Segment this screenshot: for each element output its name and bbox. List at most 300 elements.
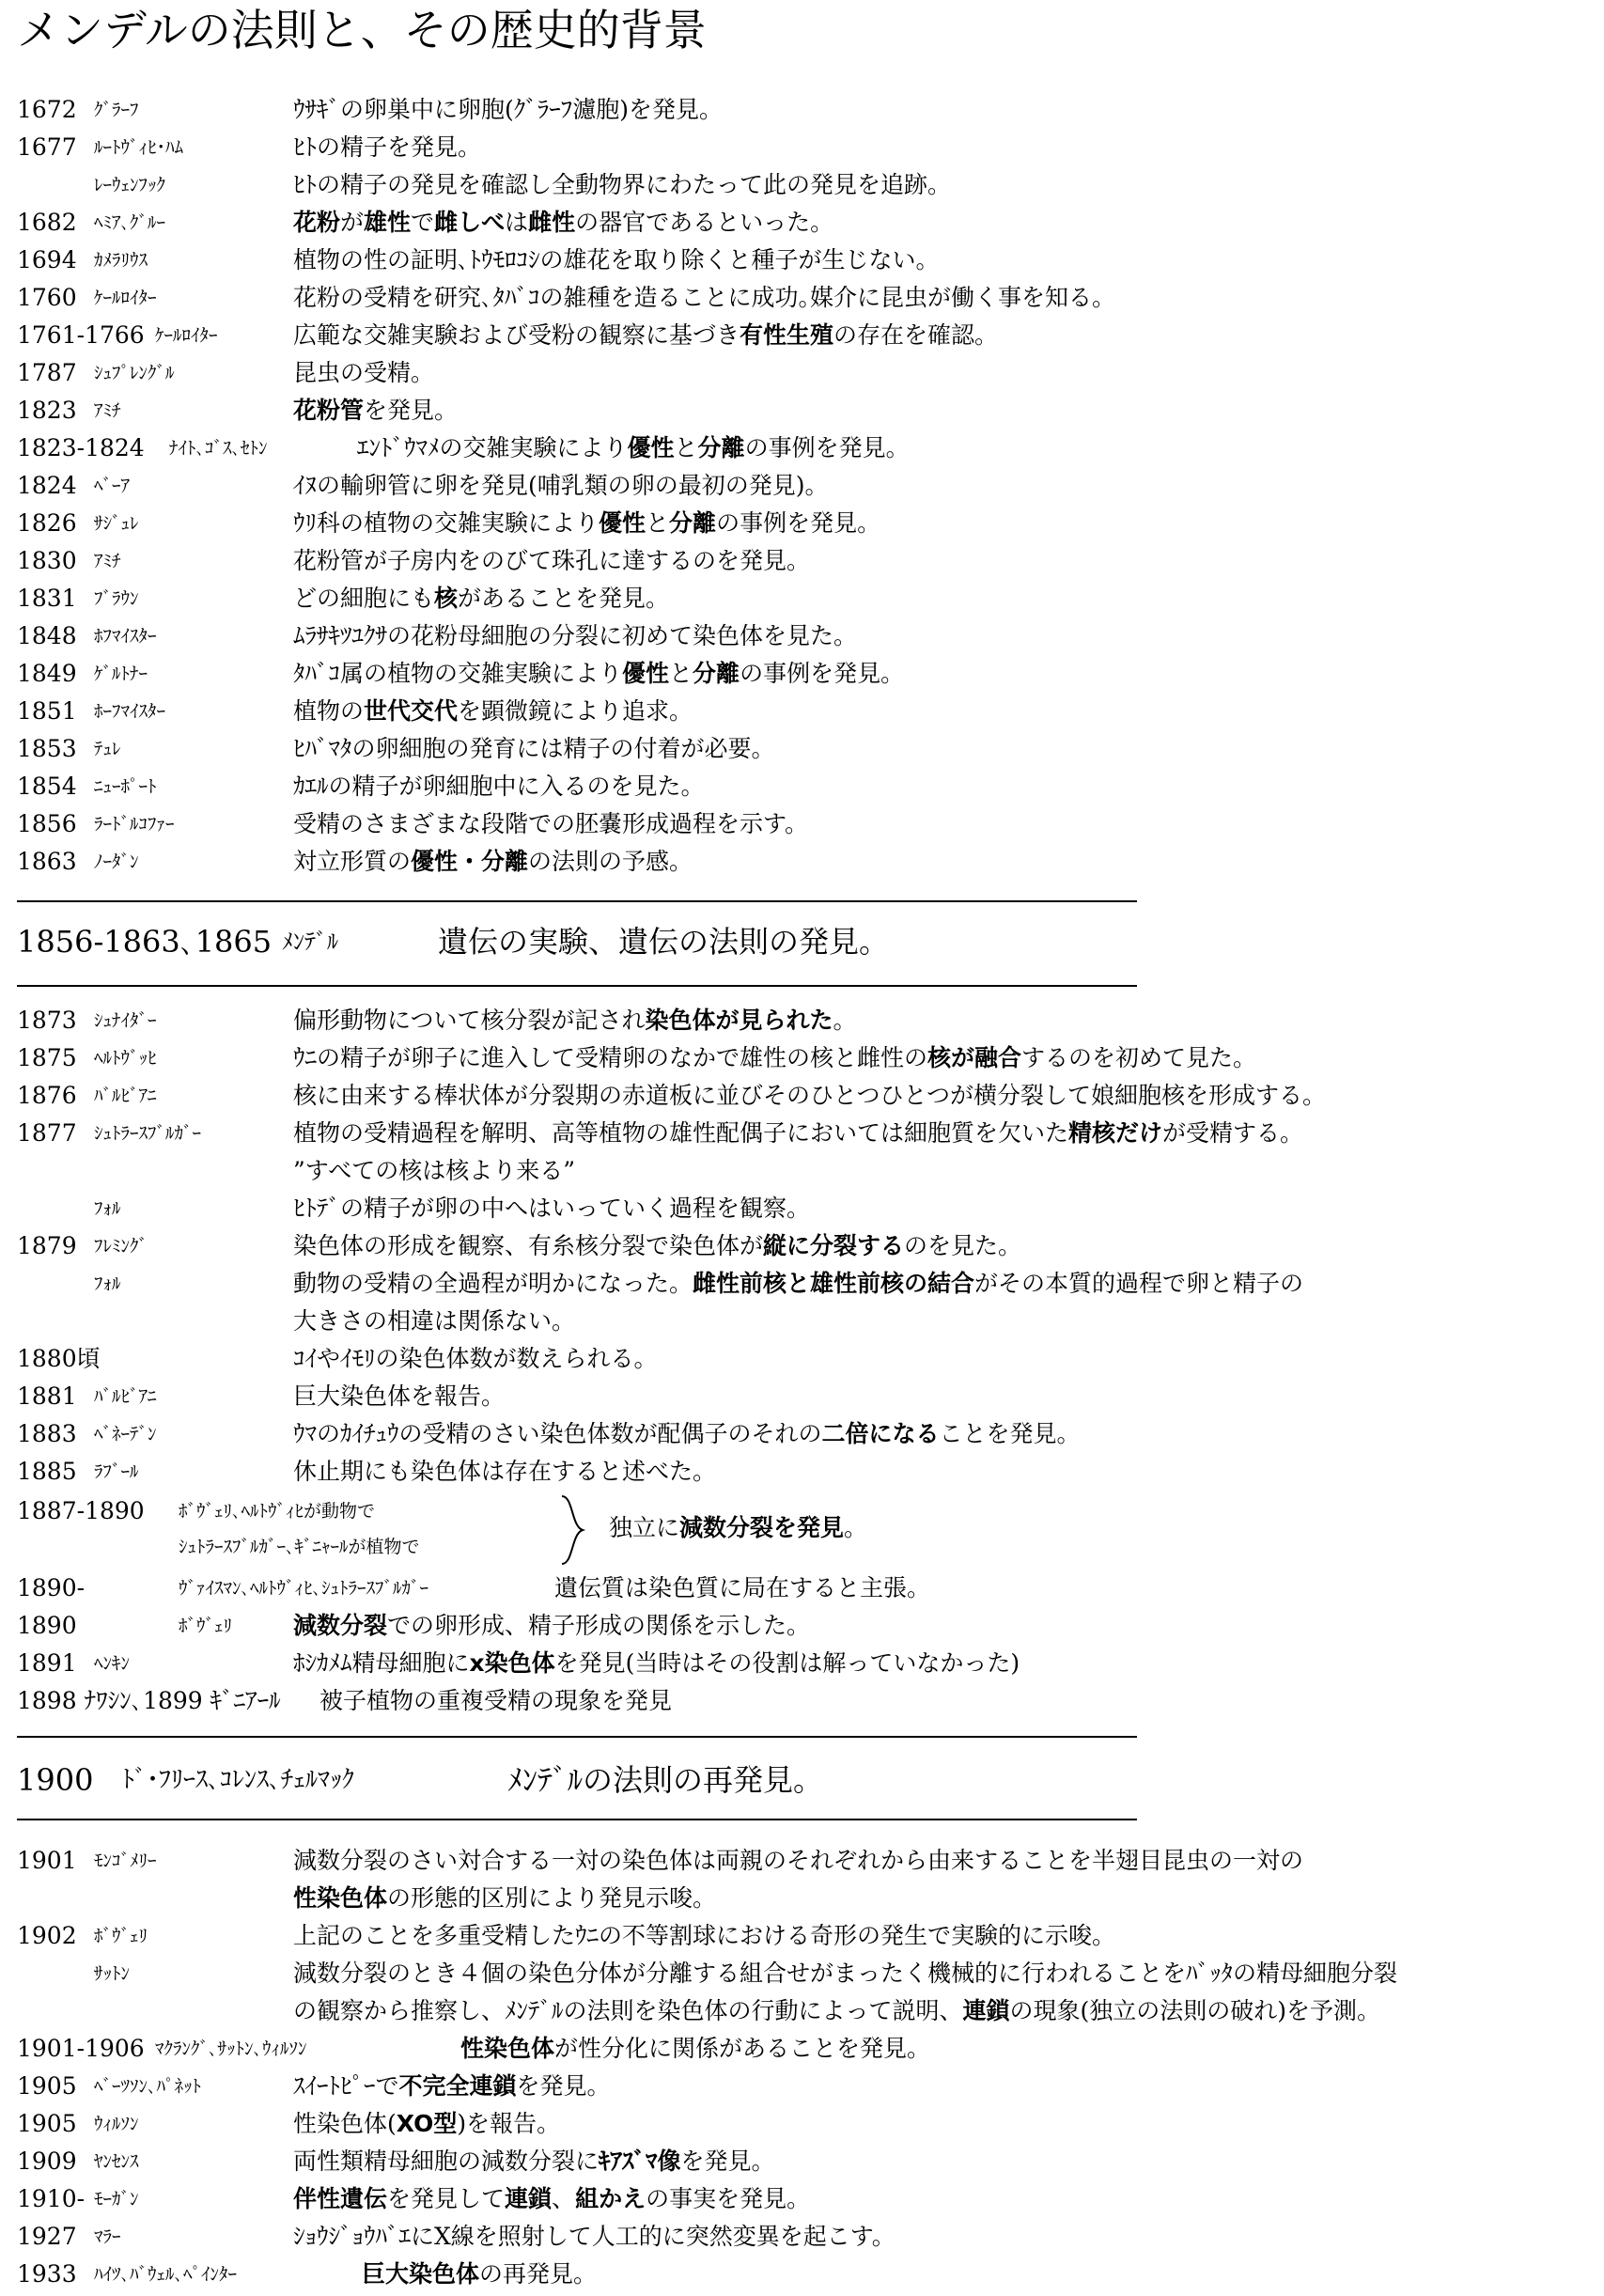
entry-year: 1677	[17, 133, 77, 161]
entry-description	[357, 430, 910, 467]
timeline-entry	[0, 1039, 1604, 1077]
rediscovery-year: 1900	[17, 1762, 94, 1798]
entry-description	[293, 242, 940, 279]
entry-scientist: ｹｰﾙﾛｲﾀｰ	[155, 325, 218, 346]
timeline-entry	[0, 1340, 1604, 1378]
timeline-entry	[0, 1880, 1604, 1917]
entry-scientist: ﾆｭｰﾎﾟｰﾄ	[94, 776, 157, 797]
timeline-entry	[0, 1607, 1604, 1645]
text-run: 大きさの相違は関係ない。	[293, 1307, 576, 1335]
text-run: と	[674, 434, 698, 461]
entry-year: 1826	[17, 509, 77, 537]
text-run: 植物の受精過程を解明、高等植物の雄性配偶子においては細胞質を欠いた	[293, 1119, 1069, 1147]
text-run: が受精する。	[1162, 1119, 1304, 1147]
divider	[17, 900, 1137, 902]
entry-scientist: ﾍﾞﾈｰﾃﾞﾝ	[94, 1424, 157, 1445]
text-run: 遺伝質は染色質に局在すると主張。	[554, 1574, 931, 1601]
entry-description	[293, 2068, 611, 2105]
timeline-entry	[0, 1842, 1604, 1880]
timeline-entry	[0, 693, 1604, 730]
timeline-entry	[0, 580, 1604, 617]
timeline-entry	[0, 2256, 1604, 2293]
text-run: の法則の予感。	[528, 848, 693, 875]
entry-scientist: ｳﾞｧｲｽﾏﾝ､ﾍﾙﾄｳﾞｨﾋ､ｼｭﾄﾗｰｽﾌﾞﾙｶﾞｰ	[179, 1578, 429, 1599]
timeline-entry	[0, 279, 1604, 317]
entry-year: 1891	[17, 1649, 77, 1677]
text-run: ｲﾇの輸卵管に卵を発見(哺乳類の卵の最初の発見)。	[293, 472, 829, 499]
entry-year: 1823-1824	[17, 434, 145, 461]
timeline-entry	[0, 1002, 1604, 1039]
text-run: が性分化に関係があることを発見。	[554, 2035, 931, 2062]
timeline-entry	[0, 166, 1604, 204]
entry-description	[293, 1453, 716, 1491]
text-run: 両性類精母細胞の減数分裂に	[293, 2148, 600, 2175]
mendel-row	[0, 916, 1604, 967]
entry-year: 1898 ﾅﾜｼﾝ､1899 ｷﾞﾆｱｰﾙ	[17, 1687, 281, 1714]
entry-description	[293, 354, 434, 392]
text-run: ﾋﾄの精子を発見。	[293, 133, 482, 161]
text-run: 染色体の形成を観察、有糸核分裂で染色体が	[293, 1232, 764, 1259]
entry-year: 1890-	[17, 1574, 86, 1601]
timeline-entry	[0, 1917, 1604, 1955]
emphasis-term: 伴性遺伝	[293, 2185, 388, 2212]
entry-year: 1933	[17, 2260, 77, 2288]
entry-year: 1787	[17, 359, 77, 386]
text-run: の事実を発見。	[646, 2185, 811, 2212]
divider	[17, 985, 1137, 987]
timeline-entry	[0, 204, 1604, 242]
text-run: ”すべての核は核より来る”	[293, 1157, 576, 1184]
entry-description	[293, 1645, 1020, 1682]
entry-year: 1854	[17, 773, 77, 800]
timeline-entry	[0, 617, 1604, 655]
text-run: 動物の受精の全過程が明かになった。	[293, 1270, 693, 1297]
entry-description	[293, 1303, 575, 1340]
entry-description	[293, 129, 481, 166]
entry-year: 1927	[17, 2223, 77, 2250]
timeline-entry	[0, 2068, 1604, 2105]
entry-scientist: ﾎﾞｳﾞｪﾘ	[179, 1616, 233, 1636]
text-run: の存在を確認。	[833, 321, 999, 349]
entry-year: 1761-1766	[17, 321, 145, 349]
entry-scientist: ﾊﾞﾙﾋﾞｱﾆ	[94, 1386, 157, 1407]
emphasis-term: 組かえ	[575, 2185, 646, 2212]
brace-line-2: ｼｭﾄﾗｰｽﾌﾞﾙｶﾞｰ､ｷﾞﾆｬｰﾙが植物で	[179, 1537, 420, 1557]
emphasis-term: 花粉管	[293, 397, 365, 424]
entry-scientist: ｱﾐﾁ	[94, 400, 121, 421]
timeline-entry	[0, 1453, 1604, 1491]
emphasis-term: 連鎖	[505, 2185, 553, 2212]
entry-year: 1823	[17, 397, 77, 424]
timeline-entry	[0, 542, 1604, 580]
entry-description	[293, 1415, 1081, 1453]
entry-description	[293, 317, 998, 354]
rediscovery-names: ﾄﾞ･ﾌﾘｰｽ､ｺﾚﾝｽ､ﾁｪﾙﾏｯｸ	[122, 1766, 355, 1794]
entry-year: 1831	[17, 585, 77, 612]
entry-scientist: ﾌﾞﾗｳﾝ	[94, 588, 139, 609]
text-run: の事例を発見。	[744, 434, 910, 461]
entry-year: 1851	[17, 697, 77, 725]
emphasis-term: 分離	[697, 434, 745, 461]
entry-year: 1824	[17, 472, 77, 499]
emphasis-term: 優性・分離	[411, 848, 529, 875]
entry-scientist: ﾌﾚﾐﾝｸﾞ	[94, 1236, 148, 1257]
emphasis-term: 有性生殖	[740, 321, 834, 349]
text-run: があることを発見。	[458, 585, 670, 612]
text-run: ｺｲやｲﾓﾘの染色体数が数えられる。	[293, 1345, 658, 1372]
text-run: を顕微鏡により追求。	[458, 697, 693, 725]
timeline-entry	[0, 1190, 1604, 1227]
entry-year: 1901-1906	[17, 2035, 145, 2062]
entry-description	[293, 1378, 505, 1415]
text-run: と	[646, 509, 670, 537]
entry-description	[293, 2180, 810, 2218]
entry-description	[293, 1039, 1256, 1077]
entry-year: 1848	[17, 622, 77, 649]
entry-scientist: ﾏﾗｰ	[94, 2226, 121, 2247]
entry-description	[293, 392, 458, 430]
text-run: 花粉管が子房内をのびて珠孔に達するのを発見。	[293, 547, 811, 574]
emphasis-term: 二倍になる	[821, 1420, 940, 1447]
entry-scientist: ﾍﾞｰｱ	[94, 476, 131, 496]
emphasis-term: XO型	[396, 2110, 458, 2137]
text-run: ｶｴﾙの精子が卵細胞中に入るのを見た。	[293, 773, 705, 800]
timeline-entry	[0, 317, 1604, 354]
emphasis-term: x染色体	[469, 1649, 555, 1677]
timeline-entry	[0, 2105, 1604, 2143]
timeline-entry	[0, 1115, 1604, 1152]
text-run: 植物の性の証明､ﾄｳﾓﾛｺｼの雄花を取り除くと種子が生じない。	[293, 246, 940, 273]
timeline-entry	[0, 430, 1604, 467]
entry-description	[293, 1842, 1303, 1880]
divider	[17, 1736, 1137, 1738]
text-run: での卵形成、精子形成の関係を示した。	[387, 1612, 811, 1639]
entry-year: 1856	[17, 810, 77, 837]
entry-year: 1881	[17, 1382, 77, 1410]
timeline-entry	[0, 242, 1604, 279]
entry-description	[293, 1227, 1021, 1265]
timeline-entry	[0, 1682, 1604, 1720]
emphasis-term: 縦に分裂する	[763, 1232, 905, 1259]
entry-scientist: ﾍﾝｷﾝ	[94, 1653, 131, 1674]
text-run: ｽｲｰﾄﾋﾟｰで	[293, 2072, 399, 2100]
entry-year: 1905	[17, 2072, 77, 2100]
text-run: ｼｮｳｼﾞｮｳﾊﾞｴにX線を照射して人工的に突然変異を起こす。	[293, 2223, 895, 2250]
entry-scientist: ﾍﾐｱ､ｸﾞﾙｰ	[94, 212, 166, 233]
entry-scientist: ﾍﾙﾄｳﾞｯﾋ	[94, 1048, 157, 1069]
rediscovery-row	[0, 1755, 1604, 1805]
mendel-name: ﾒﾝﾃﾞﾙ	[282, 929, 338, 955]
timeline-entry	[0, 843, 1604, 881]
entry-description	[293, 580, 669, 617]
divider	[17, 1819, 1137, 1820]
emphasis-term: 性染色体	[293, 1884, 388, 1912]
entry-description	[293, 1115, 1303, 1152]
entry-description	[293, 279, 1115, 317]
text-run: 偏形動物について核分裂が記され	[293, 1007, 646, 1034]
text-run: を発見。	[680, 2148, 775, 2175]
entry-description	[293, 693, 693, 730]
entry-description	[293, 542, 810, 580]
entry-scientist: ﾓｰｶﾞﾝ	[94, 2189, 139, 2210]
entry-description	[293, 1992, 1380, 2030]
timeline-entry	[0, 1378, 1604, 1415]
emphasis-term: 精核だけ	[1068, 1119, 1163, 1147]
timeline-entry	[0, 2030, 1604, 2068]
emphasis-term: 優性	[599, 509, 646, 537]
timeline-entry	[0, 505, 1604, 542]
emphasis-term: 雌性前核と雄性前核の結合	[693, 1270, 975, 1297]
emphasis-term: 雌しべ	[434, 209, 506, 236]
entry-description	[293, 1002, 857, 1039]
entry-scientist: ﾗｰﾄﾞﾙｺﾌｧｰ	[94, 814, 175, 835]
emphasis-term: 染色体が見られた	[645, 1007, 833, 1034]
entry-description	[293, 730, 775, 768]
timeline-entry	[0, 1415, 1604, 1453]
timeline-entry	[0, 1645, 1604, 1682]
entry-year: 1883	[17, 1420, 77, 1447]
text-run: 広範な交雑実験および受粉の観察に基づき	[293, 321, 740, 349]
entry-year: 1901	[17, 1847, 77, 1874]
timeline-entry	[0, 129, 1604, 166]
mendel-year: 1856-1863､1865	[17, 924, 273, 960]
entry-description	[293, 2218, 895, 2256]
entry-year: 1905	[17, 2110, 77, 2137]
timeline-entry	[0, 1955, 1604, 1992]
entry-description	[293, 467, 829, 505]
entry-year: 1877	[17, 1119, 77, 1147]
entry-scientist: ﾗﾌﾞｰﾙ	[94, 1461, 139, 1482]
text-run: どの細胞にも	[293, 585, 435, 612]
text-run: 、	[552, 2185, 576, 2212]
entry-description	[293, 1880, 716, 1917]
entry-scientist: ｼｭﾄﾗｰｽﾌﾞﾙｶﾞｰ	[94, 1123, 202, 1144]
text-run: の事例を発見。	[716, 509, 881, 537]
text-run: 減数分裂のとき４個の染色分体が分離する組合せがまったく機械的に行われることをﾊﾞｯﾀの精母細胞分裂	[293, 1960, 1398, 1987]
emphasis-term: 連鎖	[962, 1997, 1010, 2024]
entry-year: 1909	[17, 2148, 77, 2175]
text-run: で	[411, 209, 435, 236]
entry-description	[293, 1152, 575, 1190]
entry-scientist: ﾌｫﾙ	[94, 1273, 121, 1294]
entry-scientist: ﾎﾞｳﾞｪﾘ	[94, 1926, 148, 1946]
entry-description	[293, 1955, 1397, 1992]
entry-scientist: ｶﾒﾗﾘｳｽ	[94, 250, 148, 271]
timeline-entry	[0, 2180, 1604, 2218]
entry-scientist: ﾙｰﾄｳﾞｨﾋ･ﾊﾑ	[94, 137, 184, 158]
timeline-entry	[0, 392, 1604, 430]
entry-scientist: ｹﾞﾙﾄﾅｰ	[94, 664, 148, 684]
entry-scientist: ﾉｰﾀﾞﾝ	[94, 851, 139, 872]
text-run: を発見(当時はその役割は解っていなかった)	[554, 1649, 1020, 1677]
meiosis-brace-group	[0, 1492, 940, 1568]
text-run: 核に由来する棒状体が分裂期の赤道板に並びそのひとつひとつが横分裂して娘細胞核を形成する。	[293, 1082, 1327, 1109]
entry-year: 1672	[17, 96, 77, 123]
entry-year: 1902	[17, 1922, 77, 1949]
entry-scientist: ﾅｲﾄ､ｺﾞｽ､ｾﾄﾝ	[169, 438, 268, 459]
emphasis-term: 核が融合	[927, 1044, 1022, 1071]
timeline-entry	[0, 2218, 1604, 2256]
emphasis-term: 世代交代	[364, 697, 459, 725]
entry-year: 1682	[17, 209, 77, 236]
timeline-entry	[0, 2143, 1604, 2180]
entry-description	[293, 91, 723, 129]
entry-description	[293, 204, 833, 242]
text-run: を発見して	[387, 2185, 506, 2212]
timeline-entry	[0, 1152, 1604, 1190]
entry-scientist: ﾓﾝｺﾞﾒﾘｰ	[94, 1851, 157, 1871]
entry-scientist: ｱﾐﾁ	[94, 551, 121, 571]
emphasis-term: 雄性	[364, 209, 412, 236]
text-run: の現象(独立の法則の破れ)を予測。	[1009, 1997, 1381, 2024]
entry-description	[554, 1570, 930, 1607]
entry-description	[293, 1190, 810, 1227]
text-run: 花粉の受精を研究､ﾀﾊﾞｺの雑種を造ることに成功｡媒介に昆虫が働く事を知る。	[293, 284, 1116, 311]
emphasis-term: 分離	[669, 509, 717, 537]
emphasis-term: 減数分裂	[293, 1612, 388, 1639]
entry-year: 1880頃	[17, 1345, 101, 1372]
timeline-entry	[0, 467, 1604, 505]
entry-scientist: ﾊﾞﾙﾋﾞｱﾆ	[94, 1086, 157, 1106]
timeline-entry	[0, 1077, 1604, 1115]
text-run: が	[340, 209, 365, 236]
text-run: 減数分裂のさい対合する一対の染色体は両親のそれぞれから由来することを半翅目昆虫の一対の	[293, 1847, 1304, 1874]
text-run: 巨大染色体を報告。	[293, 1382, 506, 1410]
text-run: を発見。	[364, 397, 459, 424]
entry-description	[293, 805, 808, 843]
entry-description	[293, 2105, 560, 2143]
entry-scientist: ｳｨﾙｿﾝ	[94, 2114, 139, 2134]
entry-description	[293, 617, 857, 655]
entry-description	[362, 2256, 597, 2293]
text-run: の再発見。	[479, 2260, 598, 2288]
text-run: ﾋﾊﾞﾏﾀの卵細胞の発育には精子の付着が必要。	[293, 735, 775, 762]
timeline-entry	[0, 1227, 1604, 1265]
brace-symbol	[558, 1492, 586, 1568]
page-title: メンデルの法則と、その歴史的背景	[17, 5, 707, 55]
entry-description	[293, 1077, 1326, 1115]
emphasis-term: 巨大染色体	[362, 2260, 480, 2288]
entry-scientist: ﾌｫﾙ	[94, 1198, 121, 1219]
entry-description	[293, 1340, 658, 1378]
entry-scientist: ﾊｲﾂ､ﾊﾞｳｪﾙ､ﾍﾟｲﾝﾀｰ	[94, 2264, 238, 2285]
entry-scientist: ﾃｭﾚ	[94, 739, 121, 759]
text-run: の器官であるといった。	[575, 209, 834, 236]
emphasis-term: 優性	[627, 434, 675, 461]
timeline-entry	[0, 354, 1604, 392]
entry-year: 1863	[17, 848, 77, 875]
text-run: するのを初めて見た。	[1021, 1044, 1257, 1071]
emphasis-term: 雌性	[528, 209, 576, 236]
emphasis-term: 優性	[622, 660, 670, 687]
entry-description	[293, 505, 880, 542]
entry-description	[293, 1607, 810, 1645]
text-run: のを見た。	[904, 1232, 1022, 1259]
text-run: と	[669, 660, 693, 687]
text-run: 性染色体(	[293, 2110, 397, 2137]
entry-scientist: ﾎﾌﾏｲｽﾀｰ	[94, 626, 157, 647]
entry-year: 1910-	[17, 2185, 86, 2212]
text-run: の事例を発見。	[740, 660, 905, 687]
entry-year: 1876	[17, 1082, 77, 1109]
text-run: 被子植物の重複受精の現象を発見	[319, 1687, 673, 1714]
text-run: ｴﾝﾄﾞｳﾏﾒの交雑実験により	[357, 434, 628, 461]
text-run: 。	[833, 1007, 857, 1034]
emphasis-term: 分離	[693, 660, 740, 687]
entry-description	[293, 1265, 1303, 1303]
entry-year: 1875	[17, 1044, 77, 1071]
text-run: ことを発見。	[939, 1420, 1081, 1447]
entry-year: 1873	[17, 1007, 77, 1034]
brace-line-1: ﾎﾞｳﾞｪﾘ､ﾍﾙﾄｳﾞｨﾋが動物で	[179, 1501, 376, 1522]
text-run: ｳﾏのｶｲﾁｭｳの受精のさい染色体数が配偶子のそれの	[293, 1420, 822, 1447]
entry-year: 1694	[17, 246, 77, 273]
timeline-entry	[0, 1570, 1604, 1607]
text-run: の形態的区別により発見示唆。	[387, 1884, 717, 1912]
text-run: 独立に	[609, 1514, 680, 1541]
text-run: ﾋﾄの精子の発見を確認し全動物界にわたって此の発見を追跡。	[293, 171, 952, 198]
text-run: がその本質的過程で卵と精子の	[974, 1270, 1304, 1297]
text-run: 植物の	[293, 697, 365, 725]
text-run: ﾋﾄﾃﾞの精子が卵の中へはいっていく過程を観察。	[293, 1195, 811, 1222]
entry-scientist: ｸﾞﾗｰﾌ	[94, 100, 139, 120]
timeline-entry	[0, 1992, 1604, 2030]
entry-year: 1853	[17, 735, 77, 762]
entry-year: 1885	[17, 1458, 77, 1485]
text-run: ﾎｼｶﾒﾑ精母細胞に	[293, 1649, 470, 1677]
entry-scientist: ｻｼﾞｭﾚ	[94, 513, 139, 534]
emphasis-term: 減数分裂を発見	[679, 1514, 845, 1541]
entry-scientist: ﾍﾞｰﾂｿﾝ､ﾊﾟﾈｯﾄ	[94, 2076, 202, 2097]
emphasis-term: 不完全連鎖	[398, 2072, 517, 2100]
text-run: を発見。	[516, 2072, 611, 2100]
entry-year: 1830	[17, 547, 77, 574]
timeline-entry	[0, 91, 1604, 129]
mendel-text: 遺伝の実験、遺伝の法則の発見。	[438, 924, 890, 960]
entry-scientist: ｼｭﾌﾟﾚﾝｸﾞﾙ	[94, 363, 175, 383]
entry-scientist: ｻｯﾄﾝ	[94, 1963, 131, 1984]
emphasis-term: 花粉	[293, 209, 341, 236]
text-run: 対立形質の	[293, 848, 412, 875]
entry-scientist: ﾔﾝｾﾝｽ	[94, 2151, 139, 2172]
entry-year: 1760	[17, 284, 77, 311]
emphasis-term: ｷｱｽﾞﾏ像	[599, 2148, 681, 2175]
entry-scientist: ﾚｰｳｪﾝﾌｯｸ	[94, 175, 166, 195]
entry-scientist: ｹｰﾙﾛｲﾀｰ	[94, 288, 157, 308]
text-run: ﾑﾗｻｷﾂﾕｸｻの花粉母細胞の分裂に初めて染色体を見た。	[293, 622, 858, 649]
entry-scientist: ﾎｰﾌﾏｲｽﾀｰ	[94, 701, 166, 722]
emphasis-term: 性染色体	[460, 2035, 555, 2062]
timeline-entry	[0, 1265, 1604, 1303]
emphasis-term: 核	[434, 585, 459, 612]
text-run: 。	[844, 1514, 868, 1541]
timeline-entry	[0, 730, 1604, 768]
text-run: ﾀﾊﾞｺ属の植物の交雑実験により	[293, 660, 623, 687]
text-run: の観察から推察し、ﾒﾝﾃﾞﾙの法則を染色体の行動によって説明、	[293, 1997, 963, 2024]
text-run: ｳﾆの精子が卵子に進入して受精卵のなかで雄性の核と雌性の	[293, 1044, 928, 1071]
text-run: 昆虫の受精。	[293, 359, 435, 386]
timeline-entry	[0, 768, 1604, 805]
timeline-entry	[0, 805, 1604, 843]
entry-description	[293, 655, 904, 693]
entry-description	[293, 768, 705, 805]
text-run: 受精のさまざまな段階での胚嚢形成過程を示す。	[293, 810, 809, 837]
entry-scientist: ｼｭﾅｲﾀﾞｰ	[94, 1010, 157, 1031]
text-run: は	[505, 209, 529, 236]
entry-description	[293, 166, 951, 204]
text-run: 休止期にも染色体は存在すると述べた。	[293, 1458, 717, 1485]
timeline-entry	[0, 1303, 1604, 1340]
